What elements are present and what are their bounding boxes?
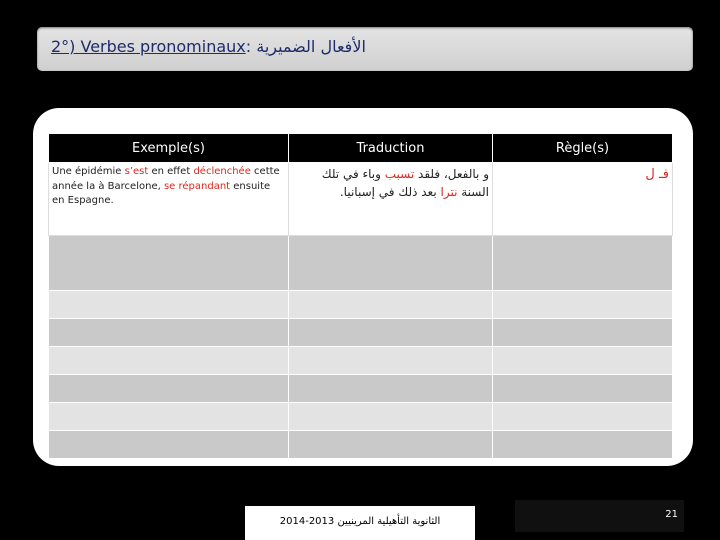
table-row — [49, 347, 673, 375]
empty-cell — [289, 431, 493, 459]
table-row — [49, 403, 673, 431]
empty-cell — [289, 291, 493, 319]
empty-cell — [49, 319, 289, 347]
example-text: en effet — [148, 166, 194, 177]
empty-cell — [493, 403, 673, 431]
header-example: Exemple(s) — [49, 134, 289, 163]
table-row — [49, 319, 673, 347]
title-separator: : — [245, 37, 252, 56]
table-header-row — [49, 134, 673, 163]
translation-cell — [289, 163, 493, 236]
empty-cell — [493, 291, 673, 319]
example-text: cette année la à Barcelone, — [52, 166, 280, 192]
footer-school-text: الثانوية التأهيلية المرينيين 2013-2014 — [279, 516, 441, 527]
footer-school — [245, 506, 475, 540]
title-arabic: الأفعال الضميرية — [256, 37, 366, 56]
example-verb: s’est — [124, 166, 149, 177]
translation-text: وباء في تلك السنة — [321, 167, 489, 199]
table-row — [49, 236, 673, 291]
translation-verb: تسبب — [384, 167, 415, 181]
empty-cell — [289, 375, 493, 403]
table-row — [49, 375, 673, 403]
header-translation: Traduction — [289, 134, 493, 163]
verbs-table — [48, 133, 673, 459]
empty-cell — [289, 236, 493, 291]
empty-cell — [289, 347, 493, 375]
table-row — [49, 291, 673, 319]
empty-cell — [49, 375, 289, 403]
empty-cell — [49, 236, 289, 291]
translation-text: بعد ذلك في إسبانيا. — [339, 185, 441, 199]
example-text: Une épidémie — [52, 166, 125, 177]
header-rule: Règle(s) — [493, 134, 673, 163]
example-verb: déclenchée — [193, 166, 251, 177]
empty-cell — [49, 347, 289, 375]
empty-cell — [493, 347, 673, 375]
title-bar — [37, 27, 693, 71]
example-verb: se répandant — [163, 180, 231, 192]
empty-cell — [493, 236, 673, 291]
empty-cell — [493, 375, 673, 403]
empty-cell — [493, 431, 673, 459]
example-cell — [49, 163, 289, 236]
title-french: 2°) Verbes pronominaux — [51, 37, 246, 56]
empty-cell — [49, 291, 289, 319]
empty-cell — [49, 403, 289, 431]
translation-text: و بالفعل، فلقد — [414, 167, 489, 181]
empty-cell — [289, 319, 493, 347]
page-number-box — [515, 500, 684, 532]
translation-verb: نترا — [440, 185, 458, 199]
example-text: ensuite en Espagne. — [52, 180, 271, 206]
table-row — [49, 163, 673, 236]
empty-cell — [493, 319, 673, 347]
rule-cell: فـ ل — [493, 163, 673, 236]
empty-cell — [289, 403, 493, 431]
slide-title — [51, 37, 366, 56]
empty-cell — [49, 431, 289, 459]
page-number: 21 — [665, 509, 678, 520]
table-row — [49, 431, 673, 459]
